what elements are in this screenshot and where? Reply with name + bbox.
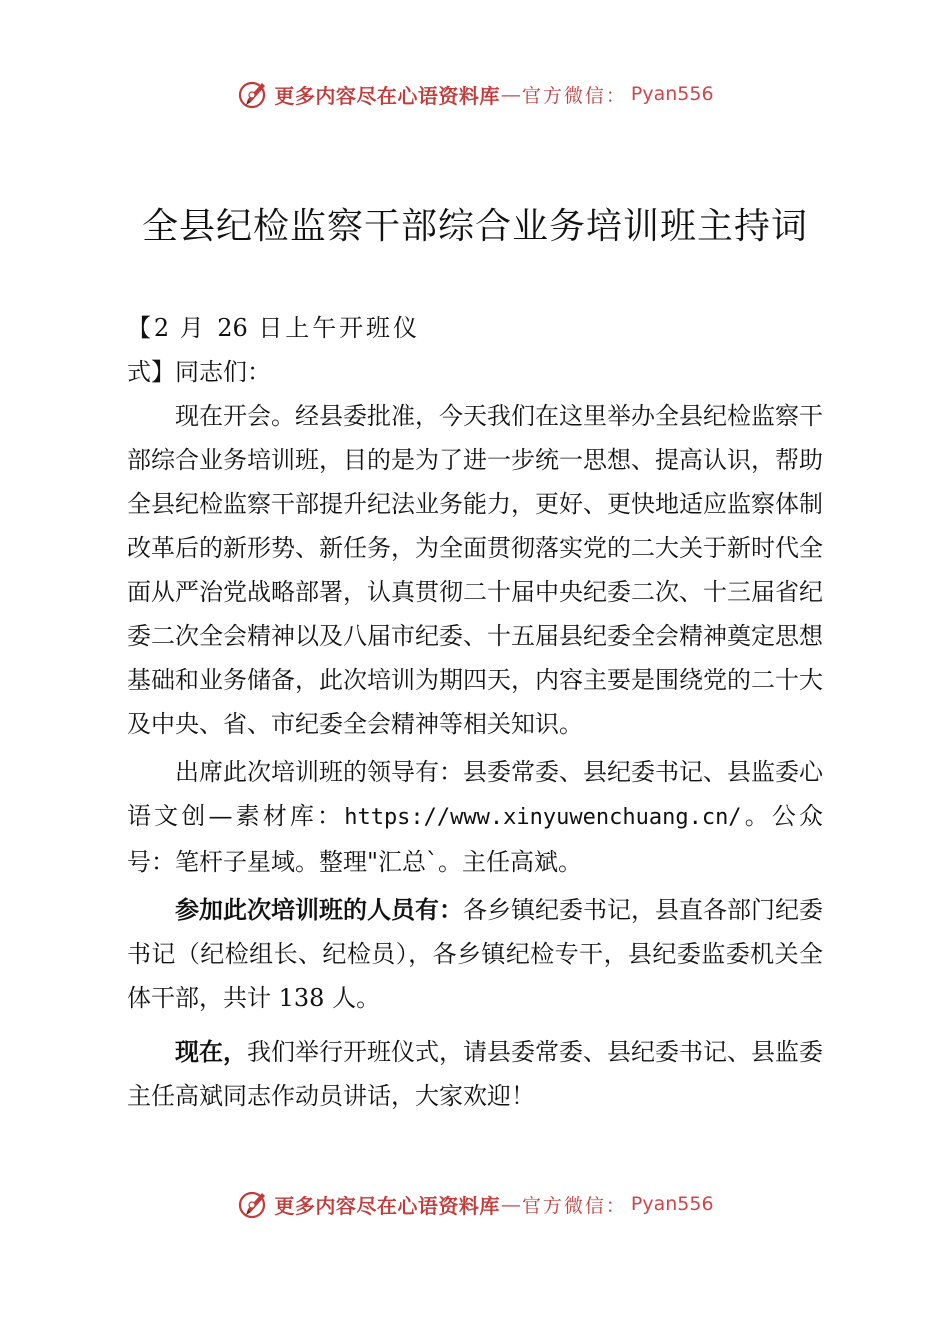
paragraph-attendees [127, 888, 823, 1020]
document-body [127, 306, 823, 1118]
footer-banner-content [236, 1187, 713, 1221]
banner-separator: — [500, 1192, 521, 1216]
leaders-text: 出席此次培训班的领导有：县委常委、县纪委书记、县监委心语文创—素材库： [127, 758, 823, 830]
source-url: https://www.xinyuwenchuang.cn/ [344, 805, 742, 830]
pen-nib-circle-icon [236, 77, 270, 111]
banner-slogan: 更多内容尽在心语资料库 [274, 1193, 500, 1218]
footer-banner [0, 1182, 950, 1226]
paragraph-opening: 现在开会。经县委批准，今天我们在这里举办全县纪检监察干部综合业务培训班，目的是为了进一步统一思想、提高认识，帮助全县纪检监察干部提升纪法业务能力，更好、更快地适应监察体制改革后的新形势、新任务，为全面贯彻落实党的二大关于新时代全面从严治党战略部署，认真贯彻二十届中央纪委二次、十三届省纪委二次全会精神以及八届市纪委、十五届县纪委全会精神奠定思想基础和业务储备，此次培训为期四天，内容主要是围绕党的二十大及中央、省、市纪委全会精神等相关知识。 [127, 402, 823, 738]
header-banner [0, 72, 950, 116]
paragraph-leaders [127, 750, 823, 884]
pen-nib-circle-icon [236, 1187, 270, 1221]
header-banner-content [236, 77, 713, 111]
banner-wechat-id: Pyan556 [630, 83, 714, 105]
attendees-lead: 参加此次培训班的人员有： [175, 895, 463, 924]
banner-separator: — [500, 82, 521, 106]
paragraph-ceremony [127, 1030, 823, 1118]
ceremony-text: 我们举行开班仪式，请县委常委、县纪委书记、县监委主任高斌同志作动员讲话，大家欢迎！ [127, 1038, 823, 1110]
document-title: 全县纪检监察干部综合业务培训班主持词 [141, 206, 808, 248]
date-line: 【2 月 26 日上午开班仪式】同志们： [127, 314, 417, 386]
leaders-text-end: 。公众号：笔杆子星域。整理"汇总`。主任高斌。 [127, 802, 824, 876]
banner-wechat-id: Pyan556 [630, 1193, 714, 1215]
banner-wechat-label: 官方微信： [521, 1194, 627, 1217]
banner-slogan: 更多内容尽在心语资料库 [274, 83, 500, 108]
banner-wechat-label: 官方微信： [521, 84, 627, 107]
ceremony-lead: 现在， [175, 1038, 247, 1066]
attendees-text: 各乡镇纪委书记，县直各部门纪委书记（纪检组长、纪检员），各乡镇纪检专干，县纪委监委机关全体干部，共计 138 人。 [127, 896, 823, 1012]
